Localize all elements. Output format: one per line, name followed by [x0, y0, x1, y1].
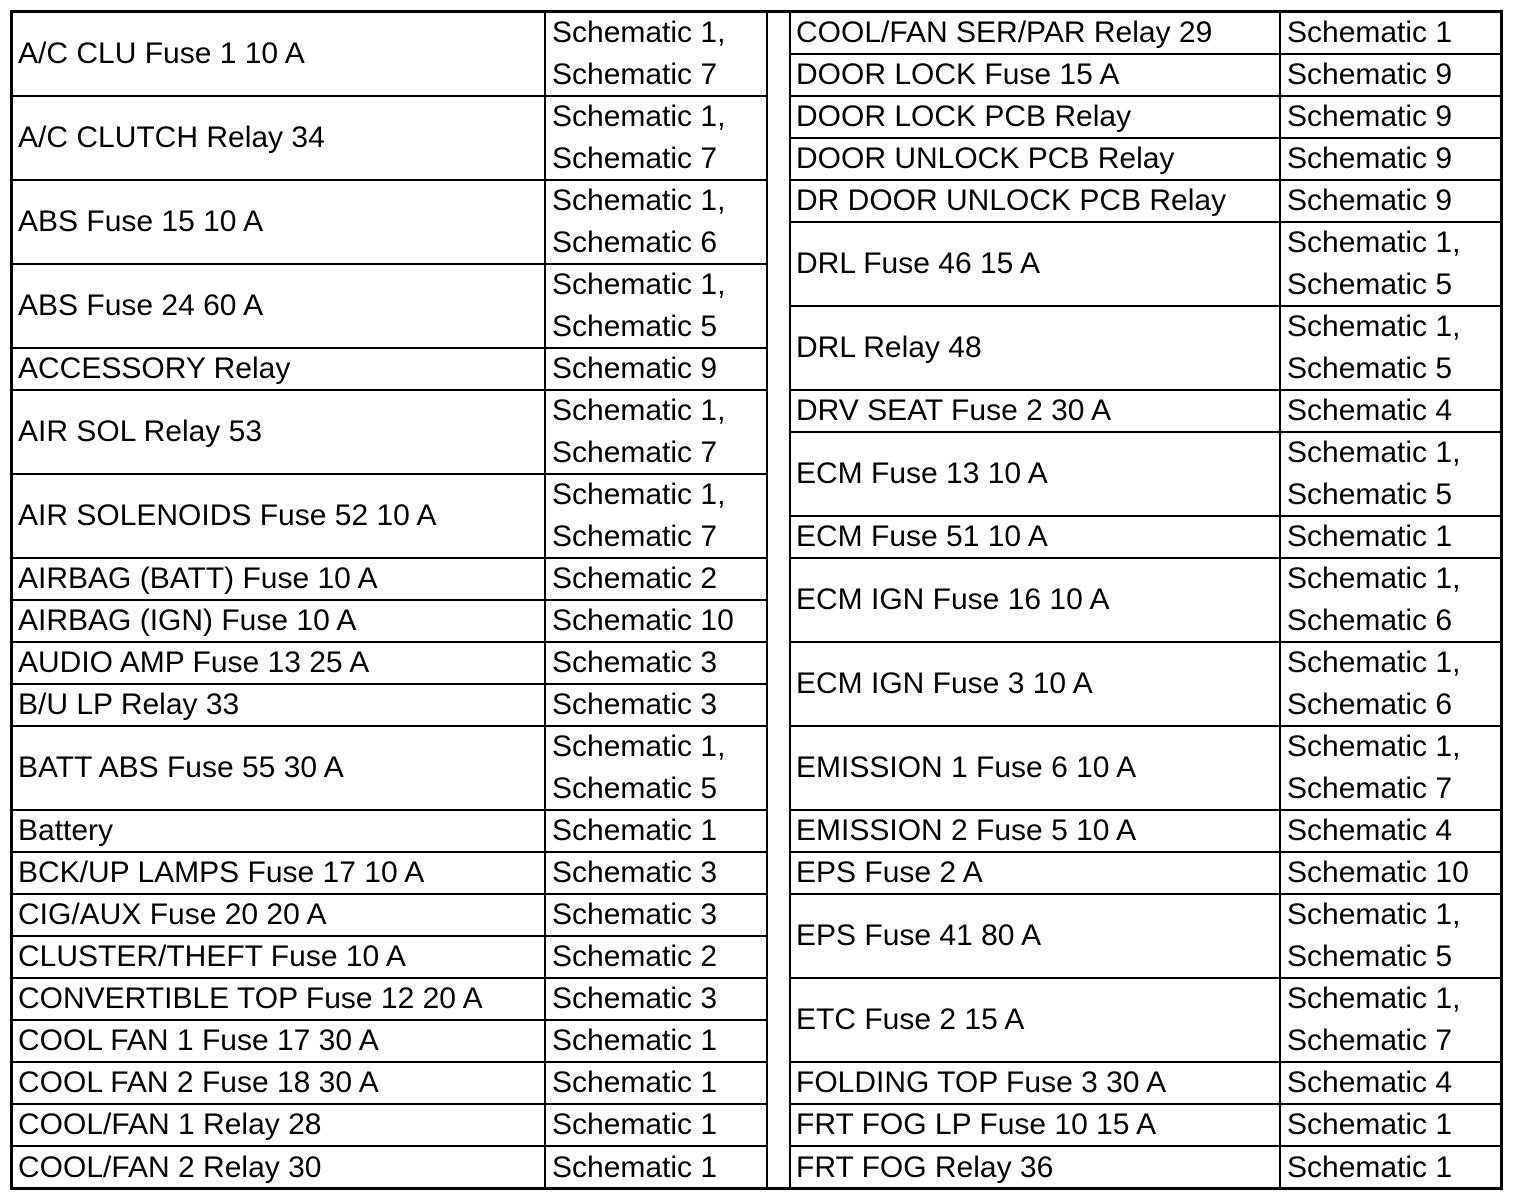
- table-row: [791, 13, 1501, 55]
- component-name-cell: ECM IGN Fuse 16 10 A: [791, 559, 1281, 641]
- table-row: [791, 853, 1501, 895]
- schematic-ref-cell: [1281, 433, 1501, 515]
- schematic-ref-cell: [1281, 1105, 1501, 1145]
- schematic-ref: Schematic 1: [1287, 520, 1453, 553]
- schematic-ref-cell: [1281, 853, 1501, 893]
- table-row: [791, 391, 1501, 433]
- schematic-ref-cell: [546, 853, 766, 893]
- schematic-ref: Schematic 7: [552, 520, 718, 553]
- table-row: [13, 265, 766, 349]
- table-row: [791, 55, 1501, 97]
- table-row: [13, 853, 766, 895]
- schematic-ref-cell: [1281, 181, 1501, 221]
- schematic-ref-cell: [546, 181, 766, 263]
- component-name-cell: DRV SEAT Fuse 2 30 A: [791, 391, 1281, 431]
- component-name-cell: COOL/FAN 1 Relay 28: [13, 1105, 546, 1145]
- schematic-ref-cell: [1281, 895, 1501, 977]
- schematic-ref: Schematic 3: [552, 982, 718, 1015]
- component-name-cell: DRL Relay 48: [791, 307, 1281, 389]
- component-index-table: [10, 10, 1503, 1190]
- table-row: [13, 1147, 766, 1189]
- table-row: [13, 727, 766, 811]
- component-name-cell: FOLDING TOP Fuse 3 30 A: [791, 1063, 1281, 1103]
- table-row: [791, 97, 1501, 139]
- schematic-ref: Schematic 5: [1287, 352, 1453, 385]
- table-row: [13, 97, 766, 181]
- schematic-ref: Schematic 1,: [552, 478, 726, 511]
- table-row: [13, 475, 766, 559]
- schematic-ref: Schematic 1,: [552, 100, 726, 133]
- schematic-ref-cell: [546, 643, 766, 683]
- schematic-ref-cell: [546, 1147, 766, 1189]
- schematic-ref: Schematic 7: [1287, 1024, 1453, 1057]
- schematic-ref: Schematic 7: [552, 142, 718, 175]
- schematic-ref-cell: [1281, 13, 1501, 53]
- schematic-ref: Schematic 5: [552, 310, 718, 343]
- schematic-ref: Schematic 6: [1287, 688, 1453, 721]
- table-row: [791, 559, 1501, 643]
- component-name-cell: COOL FAN 1 Fuse 17 30 A: [13, 1021, 546, 1061]
- component-name-cell: AIR SOLENOIDS Fuse 52 10 A: [13, 475, 546, 557]
- schematic-ref: Schematic 1,: [552, 394, 726, 427]
- table-row: [13, 601, 766, 643]
- component-name-cell: DR DOOR UNLOCK PCB Relay: [791, 181, 1281, 221]
- schematic-ref-cell: [1281, 643, 1501, 725]
- component-name-cell: EMISSION 2 Fuse 5 10 A: [791, 811, 1281, 851]
- schematic-ref-cell: [546, 265, 766, 347]
- schematic-ref-cell: [546, 1105, 766, 1145]
- schematic-ref: Schematic 3: [552, 646, 718, 679]
- schematic-ref-cell: [1281, 979, 1501, 1061]
- table-row: [791, 139, 1501, 181]
- table-row: [13, 979, 766, 1021]
- component-name-cell: CIG/AUX Fuse 20 20 A: [13, 895, 546, 935]
- component-name-cell: ABS Fuse 15 10 A: [13, 181, 546, 263]
- schematic-ref-cell: [1281, 811, 1501, 851]
- schematic-ref: Schematic 1,: [1287, 730, 1461, 763]
- schematic-ref-cell: [546, 811, 766, 851]
- schematic-ref-cell: [1281, 517, 1501, 557]
- schematic-ref: Schematic 1: [552, 1066, 718, 1099]
- schematic-ref: Schematic 1,: [1287, 646, 1461, 679]
- schematic-ref-cell: [1281, 1063, 1501, 1103]
- schematic-ref: Schematic 5: [1287, 478, 1453, 511]
- schematic-ref: Schematic 1: [1287, 16, 1453, 49]
- schematic-ref-cell: [1281, 727, 1501, 809]
- table-row: [791, 895, 1501, 979]
- schematic-ref-cell: [546, 937, 766, 977]
- schematic-ref-cell: [1281, 55, 1501, 95]
- component-name-cell: EPS Fuse 2 A: [791, 853, 1281, 893]
- component-name-cell: DOOR LOCK PCB Relay: [791, 97, 1281, 137]
- schematic-ref-cell: [546, 475, 766, 557]
- schematic-ref: Schematic 7: [552, 58, 718, 91]
- schematic-ref-cell: [1281, 97, 1501, 137]
- schematic-ref: Schematic 5: [1287, 940, 1453, 973]
- table-row: [13, 181, 766, 265]
- schematic-ref: Schematic 1,: [1287, 898, 1461, 931]
- schematic-ref: Schematic 7: [1287, 772, 1453, 805]
- component-name-cell: FRT FOG Relay 36: [791, 1147, 1281, 1189]
- component-name-cell: DRL Fuse 46 15 A: [791, 223, 1281, 305]
- schematic-ref: Schematic 1,: [552, 16, 726, 49]
- schematic-ref: Schematic 10: [1287, 856, 1469, 889]
- schematic-ref: Schematic 9: [1287, 142, 1453, 175]
- schematic-ref: Schematic 3: [552, 898, 718, 931]
- schematic-ref-cell: [546, 391, 766, 473]
- right-column: [791, 13, 1501, 1189]
- schematic-ref: Schematic 1: [552, 1151, 718, 1184]
- component-name-cell: A/C CLU Fuse 1 10 A: [13, 13, 546, 95]
- table-row: [13, 1021, 766, 1063]
- schematic-ref: Schematic 1,: [1287, 562, 1461, 595]
- component-name-cell: ECM Fuse 51 10 A: [791, 517, 1281, 557]
- schematic-ref: Schematic 6: [1287, 604, 1453, 637]
- schematic-ref: Schematic 1,: [1287, 436, 1461, 469]
- schematic-ref-cell: [546, 13, 766, 95]
- schematic-ref-cell: [546, 1063, 766, 1103]
- schematic-ref-cell: [546, 1021, 766, 1061]
- component-name-cell: A/C CLUTCH Relay 34: [13, 97, 546, 179]
- schematic-ref: Schematic 1,: [552, 184, 726, 217]
- component-name-cell: ETC Fuse 2 15 A: [791, 979, 1281, 1061]
- component-name-cell: B/U LP Relay 33: [13, 685, 546, 725]
- column-divider: [766, 13, 791, 1187]
- schematic-ref: Schematic 1: [552, 1108, 718, 1141]
- schematic-ref: Schematic 1,: [552, 730, 726, 763]
- schematic-ref-cell: [546, 601, 766, 641]
- schematic-ref: Schematic 9: [1287, 184, 1453, 217]
- component-name-cell: Battery: [13, 811, 546, 851]
- table-row: [791, 1105, 1501, 1147]
- schematic-ref: Schematic 1: [1287, 1151, 1453, 1184]
- table-row: [13, 643, 766, 685]
- schematic-ref: Schematic 4: [1287, 1066, 1453, 1099]
- table-row: [791, 643, 1501, 727]
- table-row: [13, 811, 766, 853]
- table-row: [791, 181, 1501, 223]
- table-row: [13, 685, 766, 727]
- schematic-ref-cell: [546, 895, 766, 935]
- schematic-ref-cell: [1281, 391, 1501, 431]
- table-row: [13, 391, 766, 475]
- schematic-ref: Schematic 9: [1287, 100, 1453, 133]
- table-row: [13, 559, 766, 601]
- schematic-ref: Schematic 5: [1287, 268, 1453, 301]
- component-name-cell: CONVERTIBLE TOP Fuse 12 20 A: [13, 979, 546, 1019]
- component-name-cell: BCK/UP LAMPS Fuse 17 10 A: [13, 853, 546, 893]
- component-name-cell: ACCESSORY Relay: [13, 349, 546, 389]
- table-row: [13, 937, 766, 979]
- table-row: [791, 307, 1501, 391]
- component-name-cell: AIRBAG (IGN) Fuse 10 A: [13, 601, 546, 641]
- schematic-ref: Schematic 4: [1287, 814, 1453, 847]
- schematic-ref: Schematic 2: [552, 562, 718, 595]
- table-row: [791, 517, 1501, 559]
- table-row: [13, 13, 766, 97]
- component-name-cell: EMISSION 1 Fuse 6 10 A: [791, 727, 1281, 809]
- component-name-cell: AIR SOL Relay 53: [13, 391, 546, 473]
- schematic-ref: Schematic 2: [552, 940, 718, 973]
- table-row: [13, 349, 766, 391]
- schematic-ref: Schematic 6: [552, 226, 718, 259]
- schematic-ref-cell: [546, 727, 766, 809]
- schematic-ref: Schematic 1: [552, 1024, 718, 1057]
- schematic-ref: Schematic 1,: [1287, 226, 1461, 259]
- component-name-cell: DOOR LOCK Fuse 15 A: [791, 55, 1281, 95]
- component-name-cell: AUDIO AMP Fuse 13 25 A: [13, 643, 546, 683]
- table-row: [791, 433, 1501, 517]
- table-row: [791, 1063, 1501, 1105]
- component-name-cell: ABS Fuse 24 60 A: [13, 265, 546, 347]
- schematic-ref: Schematic 4: [1287, 394, 1453, 427]
- schematic-ref: Schematic 1: [1287, 1108, 1453, 1141]
- schematic-ref-cell: [546, 97, 766, 179]
- schematic-ref-cell: [546, 685, 766, 725]
- schematic-ref: Schematic 1,: [1287, 310, 1461, 343]
- table-row: [791, 979, 1501, 1063]
- schematic-ref-cell: [1281, 307, 1501, 389]
- schematic-ref: Schematic 9: [1287, 58, 1453, 91]
- schematic-ref-cell: [1281, 559, 1501, 641]
- schematic-ref-cell: [546, 979, 766, 1019]
- schematic-ref-cell: [1281, 223, 1501, 305]
- schematic-ref: Schematic 5: [552, 772, 718, 805]
- table-row: [791, 727, 1501, 811]
- schematic-ref: Schematic 3: [552, 688, 718, 721]
- schematic-ref-cell: [1281, 139, 1501, 179]
- component-name-cell: COOL FAN 2 Fuse 18 30 A: [13, 1063, 546, 1103]
- table-row: [791, 1147, 1501, 1189]
- schematic-ref-cell: [546, 349, 766, 389]
- left-column: [13, 13, 766, 1189]
- schematic-ref-cell: [546, 559, 766, 599]
- schematic-ref: Schematic 3: [552, 856, 718, 889]
- schematic-ref-cell: [1281, 1147, 1501, 1189]
- table-row: [13, 895, 766, 937]
- component-name-cell: COOL/FAN SER/PAR Relay 29: [791, 13, 1281, 53]
- schematic-ref: Schematic 1: [552, 814, 718, 847]
- schematic-ref: Schematic 1,: [552, 268, 726, 301]
- component-name-cell: COOL/FAN 2 Relay 30: [13, 1147, 546, 1189]
- component-name-cell: FRT FOG LP Fuse 10 15 A: [791, 1105, 1281, 1145]
- schematic-ref: Schematic 10: [552, 604, 734, 637]
- schematic-ref: Schematic 1,: [1287, 982, 1461, 1015]
- component-name-cell: ECM IGN Fuse 3 10 A: [791, 643, 1281, 725]
- schematic-ref: Schematic 7: [552, 436, 718, 469]
- component-name-cell: EPS Fuse 41 80 A: [791, 895, 1281, 977]
- table-row: [13, 1063, 766, 1105]
- component-name-cell: ECM Fuse 13 10 A: [791, 433, 1281, 515]
- schematic-ref: Schematic 9: [552, 352, 718, 385]
- table-row: [791, 223, 1501, 307]
- table-row: [791, 811, 1501, 853]
- component-name-cell: CLUSTER/THEFT Fuse 10 A: [13, 937, 546, 977]
- component-name-cell: DOOR UNLOCK PCB Relay: [791, 139, 1281, 179]
- table-row: [13, 1105, 766, 1147]
- component-name-cell: AIRBAG (BATT) Fuse 10 A: [13, 559, 546, 599]
- component-name-cell: BATT ABS Fuse 55 30 A: [13, 727, 546, 809]
